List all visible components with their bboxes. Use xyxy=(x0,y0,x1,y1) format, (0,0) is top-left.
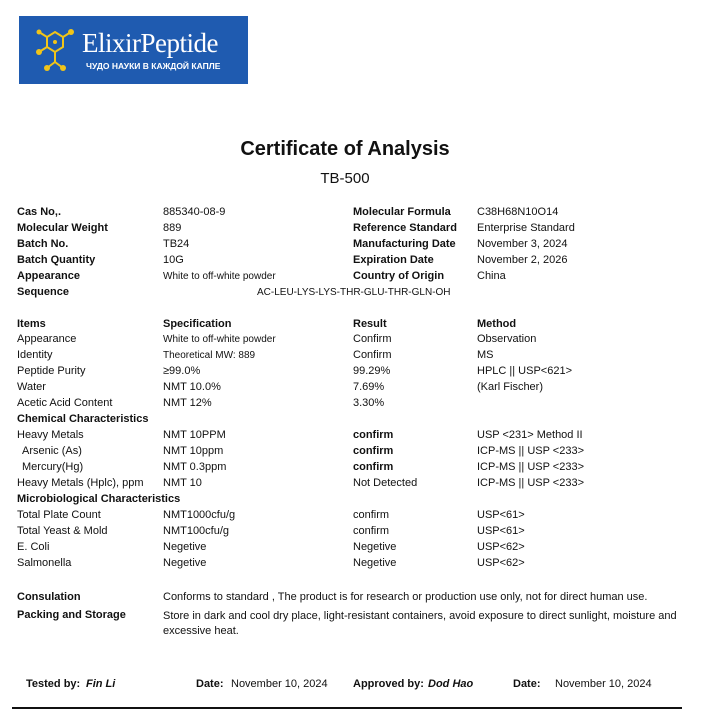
qty-label: Batch Quantity xyxy=(17,254,96,266)
row-result: confirm xyxy=(353,509,390,521)
row-spec: NMT 0.3ppm xyxy=(163,461,227,473)
tested-date-label: Date: xyxy=(196,678,224,690)
row-spec: ≥99.0% xyxy=(163,365,201,377)
approved-date-label: Date: xyxy=(513,678,541,690)
mw-value: 889 xyxy=(163,222,182,234)
origin-value: China xyxy=(477,270,506,282)
row-result: confirm xyxy=(353,461,394,473)
cas-label: Cas No,. xyxy=(17,206,62,218)
row-result: Negetive xyxy=(353,557,397,569)
storage-text: Store in dark and cool dry place, light-resistant containers, avoid exposure to direct sunlight, moisture and excessive heat. xyxy=(163,610,677,637)
ref-value: Enterprise Standard xyxy=(477,222,575,234)
appearance-value: White to off-white powder xyxy=(163,271,276,282)
row-spec: Theoretical MW: 889 xyxy=(163,350,256,361)
row-method: USP<61> xyxy=(477,525,525,537)
header-items: Items xyxy=(17,318,46,330)
company-logo xyxy=(19,16,248,84)
document-title: Certificate of Analysis xyxy=(240,138,450,160)
tested-date-value: November 10, 2024 xyxy=(231,678,328,690)
row-result: 99.29% xyxy=(353,365,391,377)
tested-by-label: Tested by: xyxy=(26,678,81,690)
row-spec: Negetive xyxy=(163,557,207,569)
row-item: Identity xyxy=(17,349,53,361)
molecule-logo-icon xyxy=(33,26,77,72)
row-spec: NMT 10 xyxy=(163,477,202,489)
approved-date-value: November 10, 2024 xyxy=(555,678,652,690)
row-method: MS xyxy=(477,349,494,361)
row-result: Not Detected xyxy=(353,477,418,489)
qty-value: 10G xyxy=(163,254,184,266)
row-result: Negetive xyxy=(353,541,397,553)
row-method: USP<62> xyxy=(477,557,525,569)
product-name: TB-500 xyxy=(320,170,370,187)
row-item: Total Yeast & Mold xyxy=(17,525,108,537)
mfg-label: Manufacturing Date xyxy=(353,238,456,250)
row-item: Total Plate Count xyxy=(17,509,101,521)
row-spec: White to off-white powder xyxy=(163,334,276,345)
row-spec: NMT1000cfu/g xyxy=(163,509,236,521)
row-spec: Negetive xyxy=(163,541,207,553)
tested-by-name: Fin Li xyxy=(86,678,116,690)
row-item: Arsenic (As) xyxy=(22,445,82,457)
sequence-label: Sequence xyxy=(17,286,69,298)
sequence-value: AC-LEU-LYS-LYS-THR-GLU-THR-GLN-OH xyxy=(257,287,451,298)
row-result: Confirm xyxy=(353,333,392,345)
row-spec: NMT 12% xyxy=(163,397,212,409)
ref-label: Reference Standard xyxy=(353,222,457,234)
row-method: Observation xyxy=(477,333,537,345)
consulation-label: Consulation xyxy=(17,591,81,603)
logo-tagline: ЧУДО НАУКИ В КАЖДОЙ КАПЛЕ xyxy=(86,61,221,71)
row-result: confirm xyxy=(353,525,390,537)
exp-label: Expiration Date xyxy=(353,254,434,266)
row-method: ICP-MS || USP <233> xyxy=(477,461,585,473)
row-item: Heavy Metals xyxy=(17,429,84,441)
row-item: Acetic Acid Content xyxy=(17,397,113,409)
row-result: 7.69% xyxy=(353,381,385,393)
row-item: Peptide Purity xyxy=(17,365,86,377)
row-spec: NMT 10.0% xyxy=(163,381,221,393)
chemical-heading: Chemical Characteristics xyxy=(17,413,149,425)
formula-value: C38H68N10O14 xyxy=(477,206,559,218)
row-result: Confirm xyxy=(353,349,392,361)
exp-value: November 2, 2026 xyxy=(477,254,568,266)
row-method: USP<62> xyxy=(477,541,525,553)
logo-brand-name: ElixirPeptide xyxy=(82,28,218,58)
row-method: HPLC || USP<621> xyxy=(477,365,572,377)
row-method: ICP-MS || USP <233> xyxy=(477,445,585,457)
batch-label: Batch No. xyxy=(17,238,69,250)
row-result: 3.30% xyxy=(353,397,385,409)
approved-by-label: Approved by: xyxy=(353,678,424,690)
row-spec: NMT 10ppm xyxy=(163,445,224,457)
row-item: Heavy Metals (Hplc), ppm xyxy=(17,477,144,489)
row-method: USP<61> xyxy=(477,509,525,521)
approved-by-name: Dod Hao xyxy=(428,678,474,690)
mfg-value: November 3, 2024 xyxy=(477,238,568,250)
row-spec: NMT 10PPM xyxy=(163,429,226,441)
row-spec: NMT100cfu/g xyxy=(163,525,230,537)
batch-value: TB24 xyxy=(163,238,190,250)
cas-value: 885340-08-9 xyxy=(163,206,226,218)
storage-label: Packing and Storage xyxy=(17,609,126,621)
row-method: USP <231> Method II xyxy=(477,429,583,441)
row-item: Appearance xyxy=(17,333,77,345)
row-item: Mercury(Hg) xyxy=(22,461,84,473)
row-result: confirm xyxy=(353,445,394,457)
header-result: Result xyxy=(353,318,387,330)
formula-label: Molecular Formula xyxy=(353,206,451,218)
row-method: ICP-MS || USP <233> xyxy=(477,477,585,489)
header-method: Method xyxy=(477,318,517,330)
header-specification: Specification xyxy=(163,318,232,330)
microbiological-heading: Microbiological Characteristics xyxy=(17,493,181,505)
bottom-divider xyxy=(12,707,682,709)
origin-label: Country of Origin xyxy=(353,270,445,282)
row-method: (Karl Fischer) xyxy=(477,381,544,393)
mw-label: Molecular Weight xyxy=(17,222,108,234)
row-item: E. Coli xyxy=(17,541,50,553)
row-result: confirm xyxy=(353,429,394,441)
consulation-text: Conforms to standard , The product is for research or production use only, not for direct human use. xyxy=(163,591,648,603)
row-item: Salmonella xyxy=(17,557,72,569)
appearance-label: Appearance xyxy=(17,270,80,282)
row-item: Water xyxy=(17,381,46,393)
